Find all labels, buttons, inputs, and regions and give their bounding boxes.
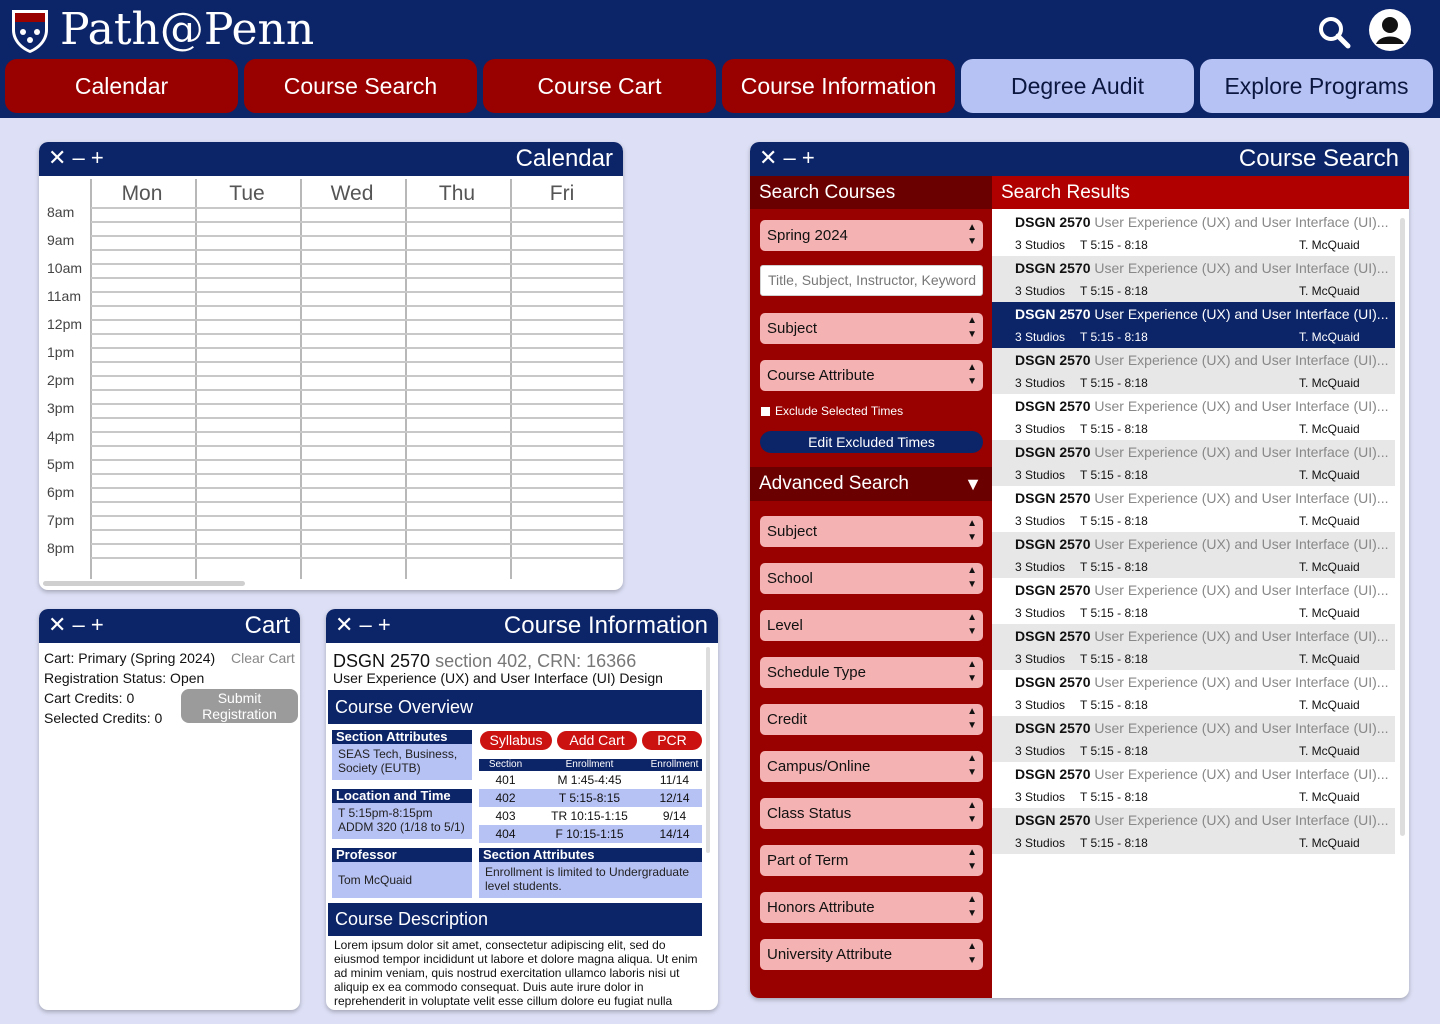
result-course-code: DSGN 2570 (1015, 812, 1091, 828)
meeting-time: TR 10:15-1:15 (551, 809, 628, 823)
schedule-type-label: Schedule Type (767, 664, 866, 681)
result-type: 3 Studios (1015, 422, 1066, 436)
add-cart-button[interactable]: Add Cart (557, 731, 637, 750)
course-search-title: Course Search (1238, 145, 1399, 172)
up-down-arrows-icon: ▲ ▼ (967, 362, 977, 387)
search-courses-header: Search Courses (750, 176, 992, 209)
result-time: T 5:15 - 8:18 (1080, 698, 1148, 712)
result-title-line (1015, 398, 1388, 414)
up-down-arrows-icon: ▲ ▼ (967, 706, 977, 731)
search-result-item[interactable] (992, 716, 1395, 762)
tab-calendar[interactable]: Calendar (5, 59, 238, 113)
result-course-code: DSGN 2570 (1015, 628, 1091, 644)
result-course-code: DSGN 2570 (1015, 398, 1091, 414)
brand-title: Path@Penn (60, 4, 315, 55)
selected-credits: Selected Credits: 0 (44, 710, 163, 726)
honors-attribute-select[interactable] (760, 892, 983, 923)
calendar-column-divider (195, 179, 197, 579)
hour-label: 8am (47, 204, 75, 220)
hour-label: 6pm (47, 484, 75, 500)
result-title-line (1015, 720, 1388, 736)
hour-label: 5pm (47, 456, 75, 472)
enrollment-count: 14/14 (659, 827, 690, 841)
part-of-term-label: Part of Term (767, 852, 849, 869)
credit-label: Credit (767, 711, 808, 728)
result-title-line (1015, 306, 1388, 322)
search-result-item[interactable] (992, 440, 1395, 486)
result-course-code: DSGN 2570 (1015, 444, 1091, 460)
result-course-title: User Experience (UX) and User Interface (UI)... (1094, 812, 1389, 828)
table-row[interactable] (479, 771, 702, 789)
enrollment-count: 9/14 (662, 809, 687, 823)
cart-title: Cart (244, 612, 290, 639)
course-overview-header: Course Overview (328, 690, 702, 724)
search-result-item[interactable] (992, 808, 1395, 854)
calendar-time-slot (91, 221, 623, 223)
calendar-time-slot (91, 515, 623, 517)
calendar-time-slot (91, 333, 623, 335)
result-course-title: User Experience (UX) and User Interface (UI)... (1094, 398, 1389, 414)
result-instructor: T. McQuaid (1299, 652, 1360, 666)
calendar-time-slot (91, 417, 623, 419)
campus-online-label: Campus/Online (767, 758, 871, 775)
result-type: 3 Studios (1015, 698, 1066, 712)
course-info-titlebar (326, 609, 718, 643)
search-result-item[interactable] (992, 486, 1395, 532)
result-type: 3 Studios (1015, 606, 1066, 620)
result-course-code: DSGN 2570 (1015, 260, 1091, 276)
subject-select-label: Subject (767, 320, 818, 337)
result-instructor: T. McQuaid (1299, 698, 1360, 712)
user-avatar-icon[interactable] (1368, 8, 1412, 52)
course-attribute-select[interactable] (760, 360, 983, 391)
calendar-title: Calendar (515, 145, 613, 172)
professor-header: Professor (332, 848, 472, 862)
calendar-time-slot (91, 207, 623, 209)
search-result-item[interactable] (992, 532, 1395, 578)
window-controls[interactable]: ✕ – + (335, 612, 391, 637)
search-result-item[interactable] (992, 210, 1395, 256)
result-title-line (1015, 260, 1388, 276)
advanced-search-label: Advanced Search (759, 473, 909, 494)
result-title-line (1015, 490, 1388, 506)
up-down-arrows-icon: ▲ ▼ (967, 753, 977, 778)
section-attributes-header: Section Attributes (332, 730, 472, 744)
subject-label: Subject (767, 523, 818, 540)
calendar-time-slot (91, 529, 623, 531)
section-attributes-2-header: Section Attributes (479, 848, 702, 862)
enrollment-count: 12/14 (659, 791, 690, 805)
result-time: T 5:15 - 8:18 (1080, 238, 1148, 252)
calendar-column-divider (405, 179, 407, 579)
level-label: Level (767, 617, 803, 634)
result-type: 3 Studios (1015, 330, 1066, 344)
campus-online-select[interactable] (760, 751, 983, 782)
window-controls[interactable]: ✕ – + (759, 145, 815, 170)
course-info-title: Course Information (503, 612, 708, 639)
result-instructor: T. McQuaid (1299, 514, 1360, 528)
table-row[interactable] (479, 789, 702, 807)
result-instructor: T. McQuaid (1299, 284, 1360, 298)
term-select-value: Spring 2024 (767, 227, 848, 244)
calendar-titlebar (39, 142, 623, 176)
class-status-select[interactable] (760, 798, 983, 829)
hour-label: 4pm (47, 428, 75, 444)
calendar-time-slot (91, 403, 623, 405)
hour-label: 3pm (47, 400, 75, 416)
result-time: T 5:15 - 8:18 (1080, 376, 1148, 390)
registration-status: Registration Status: Open (44, 670, 205, 686)
result-instructor: T. McQuaid (1299, 330, 1360, 344)
course-section-crn: section 402, CRN: 16366 (435, 651, 637, 671)
search-result-item[interactable] (992, 256, 1395, 302)
calendar-time-slot (91, 277, 623, 279)
up-down-arrows-icon: ▲ ▼ (967, 565, 977, 590)
result-type: 3 Studios (1015, 514, 1066, 528)
university-attribute-label: University Attribute (767, 946, 893, 963)
result-course-title: User Experience (UX) and User Interface (UI)... (1094, 490, 1389, 506)
result-title-line (1015, 628, 1388, 644)
result-type: 3 Studios (1015, 284, 1066, 298)
school-select[interactable] (760, 563, 983, 594)
calendar-column-divider (510, 179, 512, 579)
result-instructor: T. McQuaid (1299, 790, 1360, 804)
hour-label: 8pm (47, 540, 75, 556)
section-attributes-2-value: Enrollment is limited to Undergraduate level students. (479, 862, 702, 898)
up-down-arrows-icon: ▲ ▼ (967, 941, 977, 966)
section-number: 404 (495, 827, 516, 841)
table-row[interactable] (479, 825, 702, 843)
result-instructor: T. McQuaid (1299, 606, 1360, 620)
exclude-times-checkbox[interactable] (761, 407, 770, 416)
pcr-button[interactable]: PCR (642, 731, 702, 750)
calendar-column-divider (90, 179, 92, 579)
vertical-scrollbar[interactable] (706, 647, 710, 853)
calendar-time-slot (91, 557, 623, 559)
result-course-title: User Experience (UX) and User Interface (UI)... (1094, 766, 1389, 782)
table-row[interactable] (479, 807, 702, 825)
search-result-item[interactable] (992, 394, 1395, 440)
calendar-time-slot (91, 249, 623, 251)
hour-label: 9am (47, 232, 75, 248)
level-select[interactable] (760, 610, 983, 641)
calendar-time-slot (91, 543, 623, 545)
table-header-section: Section (479, 759, 532, 771)
calendar-time-slot (91, 347, 623, 349)
result-title-line (1015, 536, 1388, 552)
class-status-label: Class Status (767, 805, 852, 822)
section-number: 401 (495, 773, 516, 787)
search-filters-sidebar (750, 176, 992, 998)
result-course-code: DSGN 2570 (1015, 536, 1091, 552)
result-type: 3 Studios (1015, 836, 1066, 850)
up-down-arrows-icon: ▲ ▼ (967, 222, 977, 247)
course-search-titlebar (750, 142, 1409, 176)
hour-label: 11am (47, 288, 81, 304)
cart-titlebar (39, 609, 300, 643)
up-down-arrows-icon: ▲ ▼ (967, 894, 977, 919)
hour-label: 1pm (47, 344, 75, 360)
up-down-arrows-icon: ▲ ▼ (967, 800, 977, 825)
calendar-time-slot (91, 291, 623, 293)
cart-credits: Cart Credits: 0 (44, 690, 135, 706)
triangle-down-icon[interactable]: ▼ (964, 474, 982, 494)
course-heading (333, 651, 636, 672)
result-course-title: User Experience (UX) and User Interface (UI)... (1094, 628, 1389, 644)
result-instructor: T. McQuaid (1299, 238, 1360, 252)
part-of-term-select[interactable] (760, 845, 983, 876)
result-course-code: DSGN 2570 (1015, 214, 1091, 230)
search-result-item[interactable] (992, 624, 1395, 670)
result-title-line (1015, 214, 1388, 230)
cart-name: Cart: Primary (Spring 2024) (44, 650, 216, 666)
result-course-title: User Experience (UX) and User Interface (UI)... (1094, 214, 1389, 230)
credit-select[interactable] (760, 704, 983, 735)
schedule-type-select[interactable] (760, 657, 983, 688)
result-time: T 5:15 - 8:18 (1080, 422, 1148, 436)
result-course-title: User Experience (UX) and User Interface (UI)... (1094, 536, 1389, 552)
result-time: T 5:15 - 8:18 (1080, 330, 1148, 344)
window-controls[interactable]: ✕ – + (48, 612, 104, 637)
calendar-time-slot (91, 389, 623, 391)
search-result-item[interactable] (992, 348, 1395, 394)
calendar-time-slot (91, 445, 623, 447)
term-select[interactable] (760, 220, 983, 251)
penn-shield-logo[interactable] (10, 8, 50, 54)
calendar-time-slot (91, 263, 623, 265)
result-type: 3 Studios (1015, 744, 1066, 758)
school-label: School (767, 570, 813, 587)
professor-name: Tom McQuaid (332, 862, 472, 898)
course-attribute-label: Course Attribute (767, 367, 875, 384)
result-course-code: DSGN 2570 (1015, 720, 1091, 736)
result-title-line (1015, 352, 1388, 368)
result-time: T 5:15 - 8:18 (1080, 790, 1148, 804)
calendar-time-slot (91, 375, 623, 377)
search-result-item[interactable] (992, 578, 1395, 624)
result-title-line (1015, 766, 1388, 782)
day-header-fri: Fri (549, 182, 575, 205)
subject-select[interactable] (760, 516, 983, 547)
enrollment-count: 11/14 (659, 773, 690, 787)
search-icon[interactable] (1316, 14, 1352, 50)
section-attributes-value: SEAS Tech, Business, Society (EUTB) (332, 744, 472, 780)
result-course-code: DSGN 2570 (1015, 352, 1091, 368)
table-header-enrollment-count: Enrollment (647, 759, 702, 771)
calendar-time-slot (91, 319, 623, 321)
up-down-arrows-icon: ▲ ▼ (967, 659, 977, 684)
result-type: 3 Studios (1015, 468, 1066, 482)
location-time-value: T 5:15pm-8:15pm ADDM 320 (1/18 to 5/1) (332, 803, 472, 839)
course-description-header: Course Description (328, 903, 702, 936)
hour-label: 2pm (47, 372, 75, 388)
result-type: 3 Studios (1015, 652, 1066, 666)
result-time: T 5:15 - 8:18 (1080, 468, 1148, 482)
calendar-time-slot (91, 305, 623, 307)
calendar-time-slot (91, 361, 623, 363)
result-title-line (1015, 674, 1388, 690)
meeting-time: M 1:45-4:45 (557, 773, 622, 787)
result-course-code: DSGN 2570 (1015, 490, 1091, 506)
day-header-tue: Tue (229, 182, 265, 205)
result-title-line (1015, 582, 1388, 598)
edit-excluded-times-button[interactable]: Edit Excluded Times (760, 431, 983, 453)
search-result-item[interactable] (992, 302, 1395, 348)
calendar-panel (39, 142, 623, 590)
result-time: T 5:15 - 8:18 (1080, 560, 1148, 574)
meeting-time: F 10:15-1:15 (555, 827, 624, 841)
result-instructor: T. McQuaid (1299, 836, 1360, 850)
course-name: User Experience (UX) and User Interface (UI) Design (333, 670, 663, 686)
calendar-time-slot (91, 473, 623, 475)
tab-course-information[interactable]: Course Information (722, 59, 955, 113)
exclude-times-label: Exclude Selected Times (775, 404, 904, 418)
result-course-title: User Experience (UX) and User Interface (UI)... (1094, 444, 1389, 460)
result-time: T 5:15 - 8:18 (1080, 744, 1148, 758)
advanced-search-header[interactable] (750, 467, 992, 501)
result-time: T 5:15 - 8:18 (1080, 514, 1148, 528)
result-course-code: DSGN 2570 (1015, 582, 1091, 598)
calendar-time-slot (91, 431, 623, 433)
tab-course-search[interactable]: Course Search (244, 59, 477, 113)
table-header-enrollment: Enrollment (532, 759, 647, 771)
result-instructor: T. McQuaid (1299, 422, 1360, 436)
result-time: T 5:15 - 8:18 (1080, 284, 1148, 298)
result-course-title: User Experience (UX) and User Interface (UI)... (1094, 260, 1389, 276)
keyword-search-input[interactable]: Title, Subject, Instructor, Keyword (760, 265, 983, 296)
result-type: 3 Studios (1015, 560, 1066, 574)
subject-select[interactable] (760, 313, 983, 344)
clear-cart-button[interactable]: Clear Cart (231, 650, 295, 666)
search-result-item[interactable] (992, 762, 1395, 808)
tab-course-cart[interactable]: Course Cart (483, 59, 716, 113)
result-course-title: User Experience (UX) and User Interface (UI)... (1094, 582, 1389, 598)
meeting-time: T 5:15-8:15 (558, 791, 621, 805)
course-search-panel (750, 142, 1409, 998)
result-instructor: T. McQuaid (1299, 376, 1360, 390)
syllabus-button[interactable]: Syllabus (480, 731, 552, 750)
result-type: 3 Studios (1015, 238, 1066, 252)
tab-explore-programs[interactable]: Explore Programs (1200, 59, 1433, 113)
result-course-title: User Experience (UX) and User Interface (UI)... (1094, 674, 1389, 690)
result-course-title: User Experience (UX) and User Interface (UI)... (1094, 306, 1389, 322)
up-down-arrows-icon: ▲ ▼ (967, 847, 977, 872)
section-number: 402 (495, 791, 516, 805)
search-results-header: Search Results (992, 176, 1409, 209)
section-number: 403 (495, 809, 516, 823)
day-header-wed: Wed (330, 182, 374, 205)
university-attribute-select[interactable] (760, 939, 983, 970)
calendar-column-divider (300, 179, 302, 579)
result-instructor: T. McQuaid (1299, 560, 1360, 574)
window-controls[interactable]: ✕ – + (48, 145, 104, 170)
result-type: 3 Studios (1015, 790, 1066, 804)
course-description-text: Lorem ipsum dolor sit amet, consectetur adipiscing elit, sed do eiusmod tempor incididunt ut labore et dolore magna aliqua. Ut enim ad minim veniam, quis nostrud exercitation ullamco laboris nisi ut aliquip ex ea commodo consequat. Duis aute irure dolor in reprehenderit in voluptate velit esse cillum dolore eu fugiat nulla (334, 938, 698, 1008)
result-type: 3 Studios (1015, 376, 1066, 390)
hour-label: 7pm (47, 512, 75, 528)
result-title-line (1015, 444, 1388, 460)
honors-attribute-label: Honors Attribute (767, 899, 875, 916)
results-scrollbar[interactable] (1400, 218, 1405, 836)
result-instructor: T. McQuaid (1299, 468, 1360, 482)
result-course-title: User Experience (UX) and User Interface (UI)... (1094, 720, 1389, 736)
result-time: T 5:15 - 8:18 (1080, 836, 1148, 850)
result-course-title: User Experience (UX) and User Interface (UI)... (1094, 352, 1389, 368)
location-time-header: Location and Time (332, 789, 472, 803)
tab-degree-audit[interactable]: Degree Audit (961, 59, 1194, 113)
search-result-item[interactable] (992, 670, 1395, 716)
calendar-time-slot (91, 235, 623, 237)
day-header-thu: Thu (438, 182, 476, 205)
result-title-line (1015, 812, 1388, 828)
calendar-time-slot (91, 501, 623, 503)
up-down-arrows-icon: ▲ ▼ (967, 315, 977, 340)
result-instructor: T. McQuaid (1299, 744, 1360, 758)
result-course-code: DSGN 2570 (1015, 306, 1091, 322)
app-header (0, 0, 1440, 118)
result-time: T 5:15 - 8:18 (1080, 652, 1148, 666)
course-information-panel (326, 609, 718, 1010)
calendar-time-slot (91, 459, 623, 461)
submit-registration-button[interactable]: Submit Registration (181, 689, 298, 723)
up-down-arrows-icon: ▲ ▼ (967, 518, 977, 543)
up-down-arrows-icon: ▲ ▼ (967, 612, 977, 637)
hour-label: 10am (47, 260, 83, 276)
course-code: DSGN 2570 (333, 651, 431, 671)
cart-panel (39, 609, 300, 1010)
horizontal-scrollbar[interactable] (43, 581, 245, 586)
result-course-code: DSGN 2570 (1015, 674, 1091, 690)
hour-label: 12pm (47, 316, 83, 332)
day-header-mon: Mon (121, 182, 163, 205)
result-time: T 5:15 - 8:18 (1080, 606, 1148, 620)
result-course-code: DSGN 2570 (1015, 766, 1091, 782)
calendar-time-slot (91, 487, 623, 489)
